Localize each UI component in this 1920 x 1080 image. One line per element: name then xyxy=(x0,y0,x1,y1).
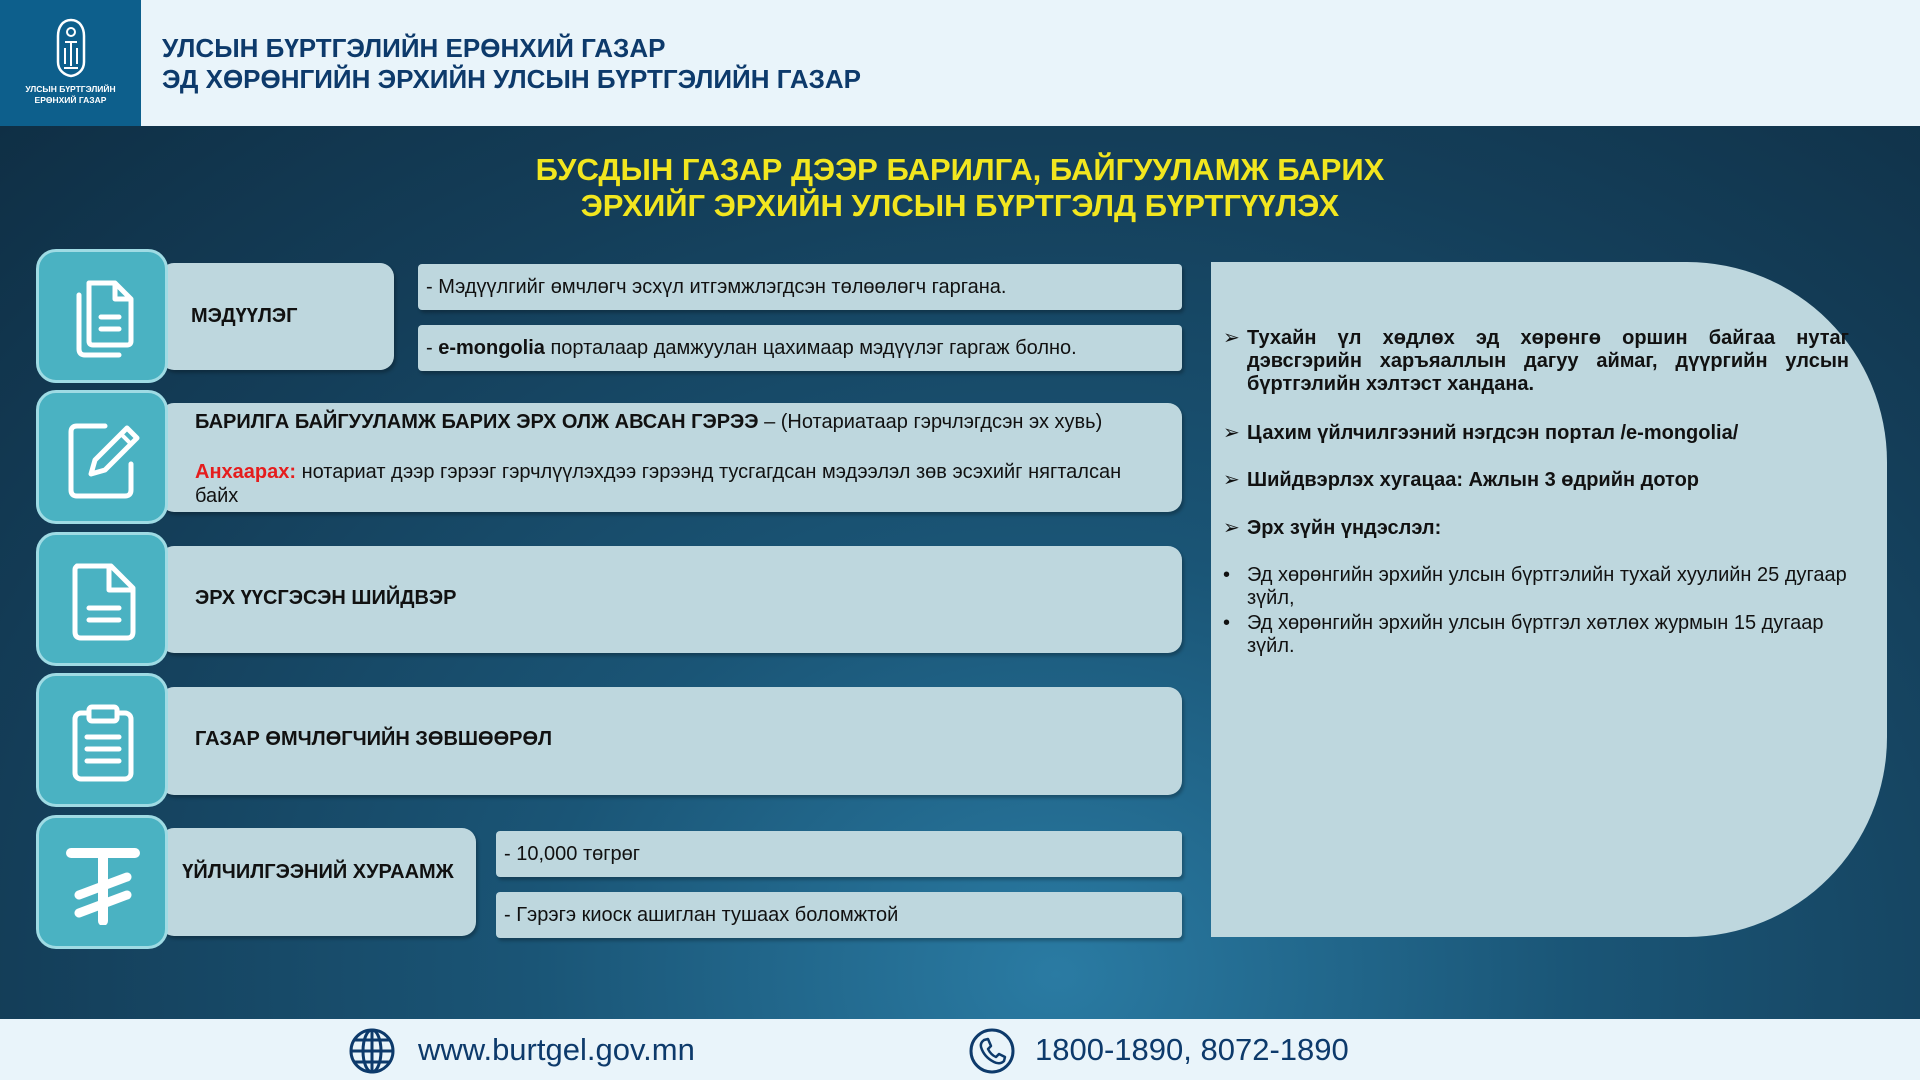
warning-text: нотариат дээр гэрээг гэрчлүүлэхдээ гэрээнд тусгагдсан мэдээлэл зөв эсэхийг нягталсан байх xyxy=(195,461,1122,507)
arrow-icon: ➢ xyxy=(1223,517,1240,539)
logo[interactable] xyxy=(0,0,141,126)
permission-panel xyxy=(160,687,1182,795)
org-title xyxy=(162,33,861,95)
org-title-line1: УЛСЫН БҮРТГЭЛИЙН ЕРӨНХИЙ ГАЗАР xyxy=(162,33,666,63)
arrow-icon: ➢ xyxy=(1223,469,1240,491)
org-title-line2: ЭД ХӨРӨНГИЙН ЭРХИЙН УЛСЫН БҮРТГЭЛИЙН ГАЗАР xyxy=(162,64,862,94)
legal-basis-1 xyxy=(1223,564,1849,610)
application-item-2-rest: порталаар дамжуулан цахимаар мэдүүлэг гаргаж болно. xyxy=(544,337,1077,359)
info-item-legal xyxy=(1223,517,1849,540)
contract-note: – (Нотариатаар гэрчлэгдсэн эх хувь) xyxy=(758,411,1103,433)
header xyxy=(0,0,1920,126)
warning-label: Анхаарах: xyxy=(195,461,297,483)
info-item-office-text: Тухайн үл хөдлөх эд хөрөнгө оршин байгаа нутаг дэвсгэрийн харъяаллын дагуу аймаг, дүүргийн улсын бүртгэлийн хэлтэст хандана. xyxy=(1247,327,1849,395)
pen-edit-icon xyxy=(65,420,141,500)
decision-label: ЭРХ ҮҮСГЭСЭН ШИЙДВЭР xyxy=(195,587,457,609)
document-icon xyxy=(65,562,141,642)
clipboard-icon xyxy=(65,703,141,783)
info-item-duration xyxy=(1223,469,1849,492)
contract-text xyxy=(195,410,1125,434)
fee-label: ҮЙЛЧИЛГЭЭНИЙ ХУРААМЖ xyxy=(182,861,454,883)
application-panel xyxy=(160,263,394,370)
phone-icon xyxy=(968,1027,1016,1075)
website-link[interactable]: www.burtgel.gov.mn xyxy=(418,1032,695,1067)
bullet-icon: • xyxy=(1223,612,1231,634)
legal-basis-2 xyxy=(1223,612,1849,658)
permission-tile xyxy=(36,673,168,807)
bullet-icon: • xyxy=(1223,564,1231,586)
fee-tile xyxy=(36,815,168,949)
legal-basis-2-text: Эд хөрөнгийн эрхийн улсын бүртгэл хөтлөх журмын 15 дугаар зүйл. xyxy=(1247,612,1824,657)
footer xyxy=(0,1019,1920,1080)
info-item-duration-text: Шийдвэрлэх хугацаа: Ажлын 3 өдрийн дотор xyxy=(1247,469,1700,491)
info-item-portal xyxy=(1223,422,1849,445)
permission-label: ГАЗАР ӨМЧЛӨГЧИЙН ЗӨВШӨӨРӨЛ xyxy=(195,728,553,750)
page-title-line2: ЭРХИЙГ ЭРХИЙН УЛСЫН БҮРТГЭЛД БҮРТГҮҮЛЭХ xyxy=(580,188,1340,223)
decision-tile xyxy=(36,532,168,666)
main-area xyxy=(0,126,1920,1019)
application-item-2 xyxy=(418,325,1182,371)
fee-item-1: - 10,000 төгрөг xyxy=(496,831,1182,877)
fee-panel xyxy=(160,828,476,936)
tugrik-icon xyxy=(65,845,141,925)
contract-label: БАРИЛГА БАЙГУУЛАМЖ БАРИХ ЭРХ ОЛЖ АВСАН ГЭРЭЭ xyxy=(195,411,759,433)
application-item-1: - Мэдүүлгийг өмчлөгч эсхүл итгэмжлэгдсэн төлөөлөгч гаргана. xyxy=(418,264,1182,310)
phone-numbers[interactable]: 1800-1890, 8072-1890 xyxy=(1035,1032,1349,1067)
application-tile xyxy=(36,249,168,383)
fee-item-2: - Гэрэгэ киоск ашиглан тушаах боломжтой xyxy=(496,892,1182,938)
application-item-2-prefix: - xyxy=(426,337,439,359)
documents-icon xyxy=(65,279,141,359)
info-item-legal-text: Эрх зүйн үндэслэл: xyxy=(1247,517,1442,539)
info-item-office xyxy=(1223,327,1849,396)
contract-warning xyxy=(195,460,1125,508)
globe-icon xyxy=(348,1027,396,1075)
logo-text: УЛСЫН БҮРТГЭЛИЙН ЕРӨНХИЙ ГАЗАР xyxy=(25,84,116,105)
info-item-portal-text: Цахим үйлчилгээний нэгдсэн портал /e-mongolia/ xyxy=(1247,422,1739,444)
arrow-icon: ➢ xyxy=(1223,327,1240,349)
legal-basis-1-text: Эд хөрөнгийн эрхийн улсын бүртгэлийн тухай хуулийн 25 дугаар зүйл, xyxy=(1247,564,1847,609)
arrow-icon: ➢ xyxy=(1223,422,1240,444)
application-label: МЭДҮҮЛЭГ xyxy=(191,305,298,327)
decision-panel xyxy=(160,546,1182,653)
emblem-icon xyxy=(54,18,88,78)
info-panel xyxy=(1211,262,1887,937)
contract-tile xyxy=(36,390,168,524)
page-title xyxy=(0,152,1920,224)
page-title-line1: БУСДЫН ГАЗАР ДЭЭР БАРИЛГА, БАЙГУУЛАМЖ БАРИХ xyxy=(535,152,1385,187)
e-mongolia-text: e-mongolia xyxy=(438,337,545,359)
